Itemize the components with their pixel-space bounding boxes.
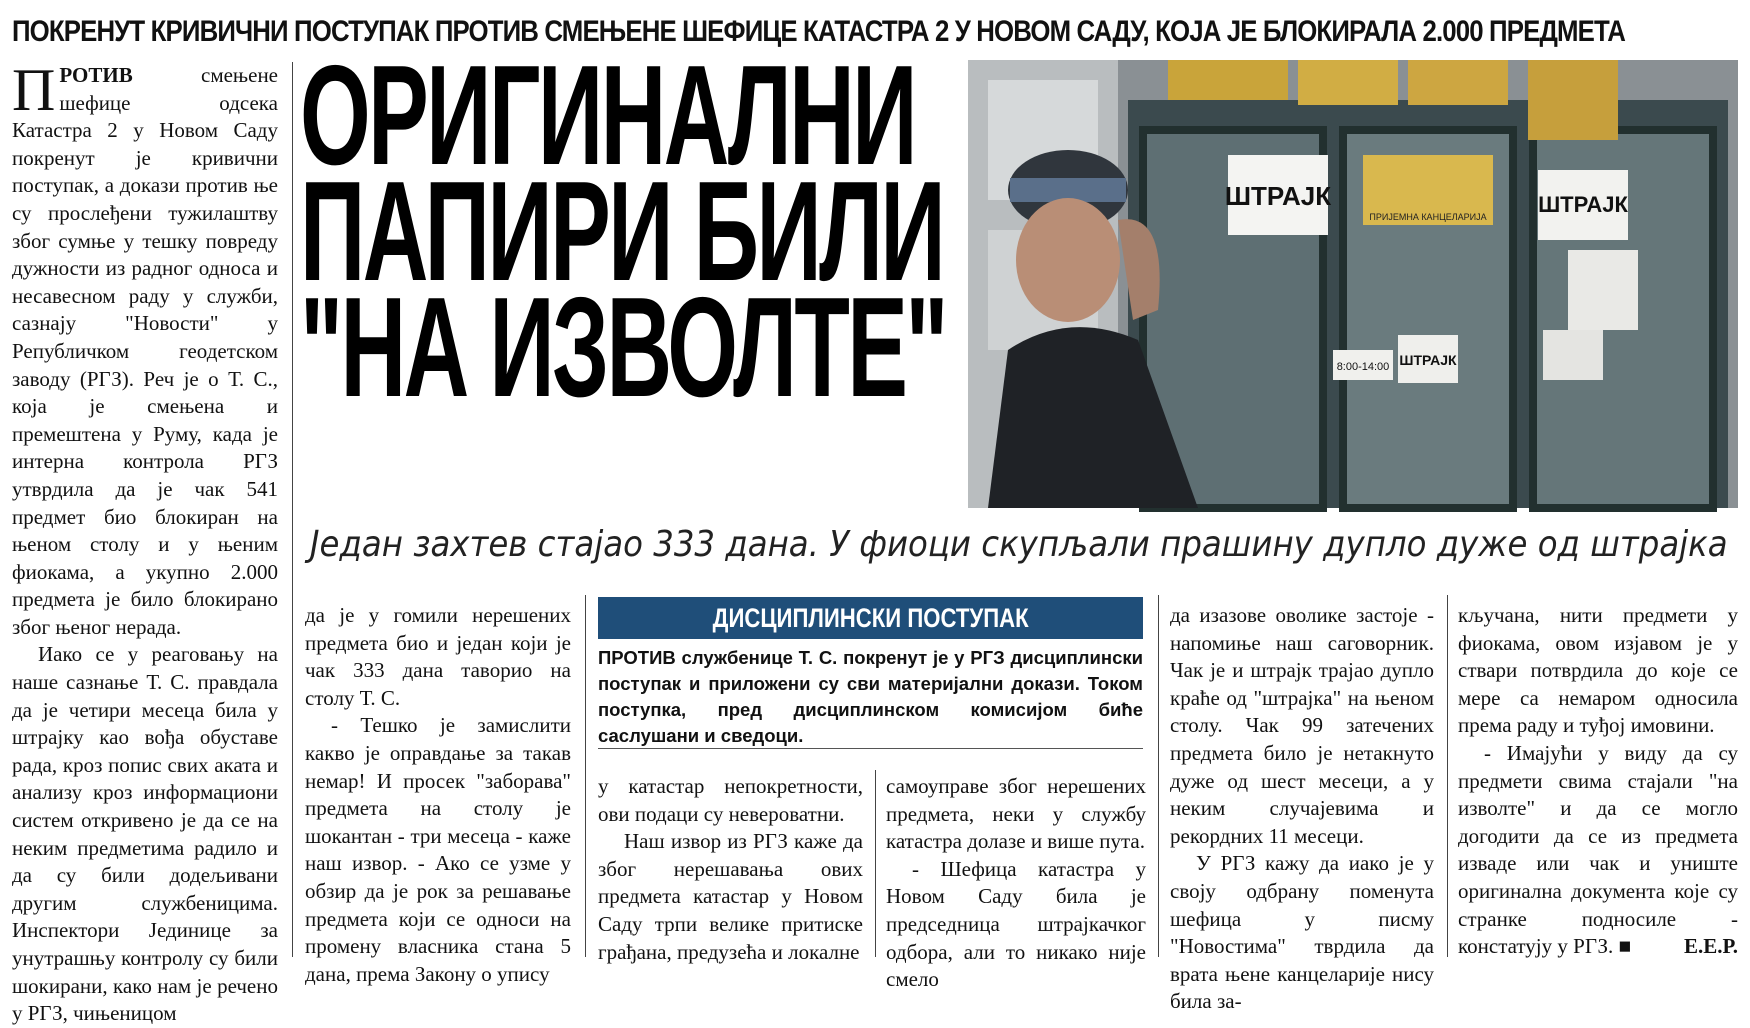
column-rule — [875, 770, 876, 957]
kicker-headline: ПОКРЕНУТ КРИВИЧНИ ПОСТУПАК ПРОТИВ СМЕЊЕНЕ ШЕФИЦЕ КАТАСТРА 2 У НОВОМ САДУ, КОЈА ЈЕ БЛОКИРАЛА 2.000 ПРЕДМЕТА — [12, 15, 1625, 48]
lead-word: РОТИВ — [59, 63, 133, 87]
box-body: службенице Т. С. покренут је у РГЗ дисциплински поступак и приложени су сви материјални докази. Током поступка, пред дисциплинском комисијом биће саслушани и сведоци. — [598, 647, 1143, 746]
article-column-4 — [886, 773, 1146, 992]
article-column-6 — [1458, 602, 1738, 957]
paragraph: самоуправе због нерешених предмета, неки у службу катастра долазе и више пута. — [886, 774, 1146, 854]
drop-cap: П — [12, 57, 56, 123]
main-headline — [300, 36, 1040, 498]
box-bottom-rule — [598, 748, 1143, 749]
paragraph: да изазове оволике застоје - напомиње наш саговорник. Чак је и штрајк трајао дупло краће од "штрајка" на њеном столу. Чак 99 затечених предмета било је нетакнуто дуже од шест месеци, а у неким случајевима и рекордних 11 месеци. — [1170, 603, 1434, 848]
headline-line-2: ПАПИРИ БИЛИ — [300, 152, 944, 311]
news-photo — [968, 60, 1738, 508]
subheadline: Један захтев стајао 333 дана. У фиоци скупљали прашину дупло дуже од штрајка — [310, 524, 1728, 565]
strike-sign-text: ШТРАЈК — [1538, 192, 1628, 217]
strike-sign-text: ШТРАЈК — [1399, 352, 1457, 368]
paragraph: Наш извор из РГЗ каже да због нерешавања ових предмета катастар у Новом Саду трпи велике притиске грађана, предузећа и локалне — [598, 829, 863, 964]
column-rule — [585, 595, 586, 957]
strike-sign-text: ШТРАЈК — [1224, 181, 1332, 211]
paragraph: смењене шефице одсека Катастра 2 у Новом Саду покренут је кривични поступак, а докази против ње су прослеђени тужилаштву због сумње у тешку повреду дужности из радног односа и несавесном раду у служби, сазнају "Новости" у Републичком геодетском заводу (РГЗ). Реч је о Т. С., која је смењена и премештена у Руму, када је интерна контрола РГЗ утврдила да је чак 541 предмет био блокиран на њеном столу и у њеним фиокама, а укупно 2.000 предмета је било блокирано због њеног нерада. — [12, 63, 278, 639]
paragraph: кључана, нити предмети у фиокама, овом изјавом је у ствари потврдила до које се мере са немаром односила према раду и туђој имовини. — [1458, 603, 1738, 738]
box-lead-word: ПРОТИВ — [598, 647, 676, 668]
box-title-bar — [598, 597, 1143, 639]
paragraph: - Тешко је замислити какво је оправдање за такав немар! И просек "заборава" предмета на столу је шокантан - три месеца - каже наш извор. - Ако се узме у обзир да је рок за решавање предмета који се односи на промену власника стана 5 дана, према Закону о упису — [305, 713, 571, 986]
paragraph: у катастар непокретности, ови подаци су невероватни. — [598, 774, 863, 826]
paragraph: - Имајући у виду да су предмети свима стајали "на изволте" и да се могло догодити да се из предмета изваде или чак и униште оригинална документа које су странке подносиле - констатују у РГЗ. — [1458, 740, 1738, 959]
article-column-3 — [598, 773, 863, 964]
box-text — [598, 645, 1143, 746]
paragraph: - Шефица катастра у Новом Саду била је председница штрајкачког одбора, али то никако није смело — [886, 856, 1146, 992]
hours-sign-text: 8:00-14:00 — [1336, 361, 1390, 373]
box-title: ДИСЦИПЛИНСКИ ПОСТУПАК — [712, 603, 1029, 633]
article-column-2 — [305, 602, 571, 986]
article-column-5 — [1170, 602, 1434, 1014]
photo-illustration — [968, 60, 1738, 508]
article-column-1 — [12, 57, 278, 1026]
end-mark: ■ — [1618, 934, 1632, 959]
column-rule — [1447, 595, 1448, 957]
paragraph: У РГЗ кажу да иако је у своју одбрану поменута шефица у писму "Новостима" тврдила да врата њене канцеларије нису била за- — [1170, 851, 1434, 1014]
paragraph: да је у гомили нерешених предмета био и један који је чак 333 дана таворио на столу Т. С. — [305, 603, 571, 710]
column-rule — [292, 62, 293, 957]
reception-sign-text: ПРИЈЕМНА КАНЦЕЛАРИЈА — [1369, 212, 1487, 222]
column-rule — [1158, 595, 1159, 957]
paragraph: Иако се у реаговању на наше сазнање Т. С. правдала да је четири месеца била у штрајку као вођа обуставе рада, кроз попис свих аката и анализу кроз информациони систем откривено је да се на неким предметима радило и да су били додељивани другим службеницима. Инспектори Јединице за унутрашњу контролу су били шокирани, како нам је речено у РГЗ, чињеницом — [12, 642, 278, 1026]
headline-line-1: ОРИГИНАЛНИ — [300, 36, 915, 195]
byline: Е.Е.Р. — [1684, 934, 1738, 959]
headline-line-3: "НА ИЗВОЛТЕ" — [300, 268, 946, 427]
